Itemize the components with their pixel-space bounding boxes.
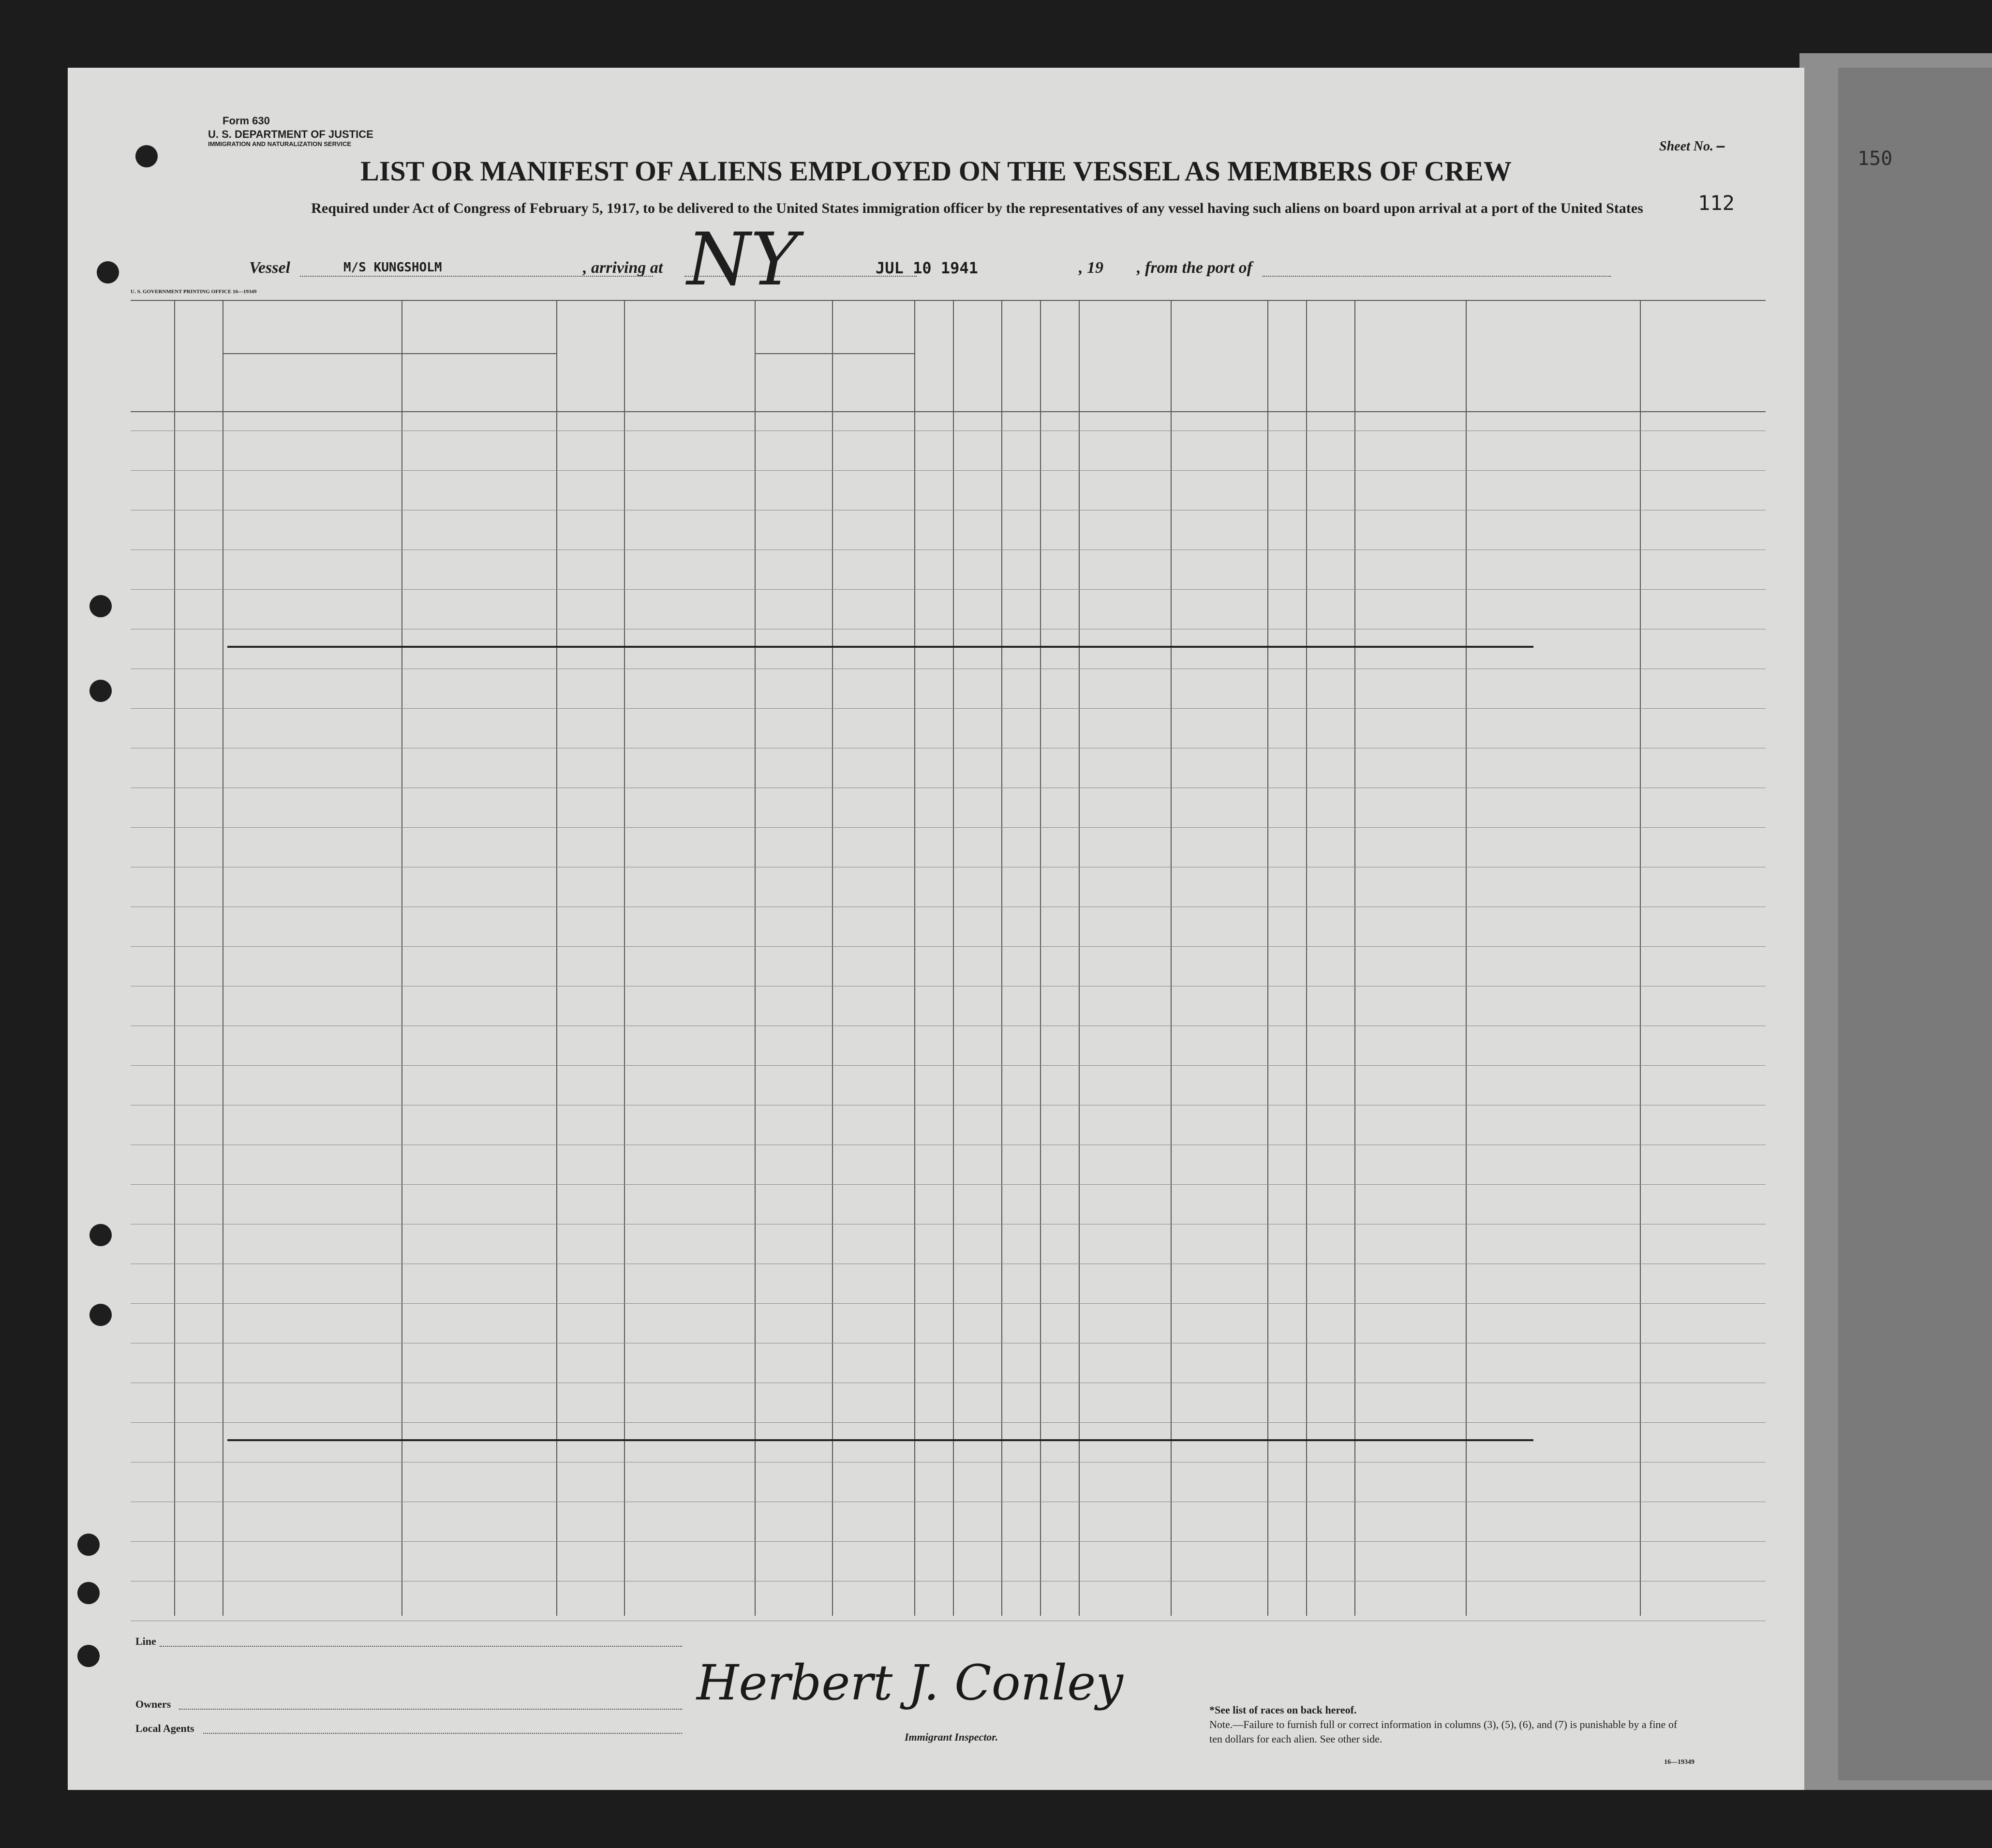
line-underline [160, 1646, 682, 1647]
header-top-rule [131, 300, 1766, 301]
row-rule [131, 1184, 1766, 1185]
column-rule [953, 300, 954, 1616]
vessel-value: M/S KUNGSHOLM [343, 260, 442, 275]
column-rule [1466, 300, 1467, 1616]
column-rule [755, 300, 756, 1616]
from-port-label: , from the port of [1137, 259, 1252, 277]
local-agents-underline [203, 1733, 682, 1734]
punch-hole-icon [89, 680, 112, 702]
arrival-date-stamp: JUL 10 1941 [876, 259, 978, 277]
header-bottom-rule [131, 411, 1766, 412]
strikethrough-line [227, 646, 1533, 648]
row-rule [131, 1065, 1766, 1066]
penalty-note: Note.—Failure to furnish full or correct information in columns (3), (5), (6), and (7) is punishable by a fine of ten dollars for each alien. See other side. [1209, 1718, 1678, 1745]
column-rule [914, 300, 915, 1616]
column-rule [174, 300, 175, 1616]
year-label: , 19 [1079, 259, 1103, 277]
sheet-number-value: – [1717, 138, 1725, 154]
row-rule [131, 1422, 1766, 1423]
punch-hole-icon [77, 1534, 100, 1556]
punch-hole-icon [89, 1304, 112, 1326]
page-number: 112 [1698, 191, 1735, 215]
punch-hole-icon [89, 1224, 112, 1246]
printing-office-line: U. S. GOVERNMENT PRINTING OFFICE 16—19349 [131, 289, 257, 295]
column-rule [624, 300, 625, 1616]
inspector-label: Immigrant Inspector. [905, 1731, 998, 1743]
line-label: Line [135, 1635, 156, 1647]
arrival-port-handwriting: NY [687, 218, 799, 302]
punch-hole-icon [89, 595, 112, 617]
punch-hole-icon [77, 1582, 100, 1604]
form-number: Form 630 [223, 115, 270, 127]
column-rule [1040, 300, 1041, 1616]
from-port-underline [1263, 276, 1611, 277]
department-name: U. S. DEPARTMENT OF JUSTICE [208, 128, 373, 140]
punch-hole-icon [97, 261, 119, 283]
column-rule [832, 300, 833, 1616]
owners-label: Owners [135, 1698, 171, 1710]
column-rule [1267, 300, 1268, 1616]
page-subtitle: Required under Act of Congress of February 5, 1917, to be delivered to the United States immigration officer by the representatives of any vessel having such aliens on board upon arrival at a port of the United States [311, 200, 1643, 216]
column-rule [1354, 300, 1355, 1616]
punch-hole-icon [77, 1645, 100, 1667]
underlying-sheet-edge [1838, 68, 1992, 1780]
arriving-label: , arriving at [583, 259, 663, 277]
vessel-label: Vessel [249, 259, 290, 277]
form-code: 16—19349 [1664, 1759, 1695, 1766]
name-subheader-rule [223, 353, 556, 354]
races-note: *See list of races on back hereof. [1209, 1704, 1357, 1716]
sheet-number-label: Sheet No. – [1659, 138, 1725, 154]
row-rule [131, 589, 1766, 590]
shipped-subheader-rule [755, 353, 914, 354]
strikethrough-line [227, 1439, 1533, 1441]
row-rule [131, 1541, 1766, 1542]
local-agents-label: Local Agents [135, 1722, 194, 1734]
column-rule [1001, 300, 1002, 1616]
column-rule [1171, 300, 1172, 1616]
owners-underline [179, 1709, 682, 1710]
service-name: IMMIGRATION AND NATURALIZATION SERVICE [208, 140, 352, 148]
crew-table [131, 300, 1766, 1616]
row-rule [131, 946, 1766, 947]
column-rule [401, 300, 402, 1616]
column-rule [1079, 300, 1080, 1616]
row-rule [131, 1303, 1766, 1304]
column-rule [556, 300, 557, 1616]
row-rule [131, 827, 1766, 828]
row-rule [131, 708, 1766, 709]
column-rule [1306, 300, 1307, 1616]
column-rule [1640, 300, 1641, 1616]
page-title: LIST OR MANIFEST OF ALIENS EMPLOYED ON THE VESSEL AS MEMBERS OF CREW [360, 155, 1512, 187]
side-page-number: 150 [1858, 148, 1893, 170]
row-rule [131, 470, 1766, 471]
inspector-signature: Herbert J. Conley [697, 1654, 1123, 1711]
